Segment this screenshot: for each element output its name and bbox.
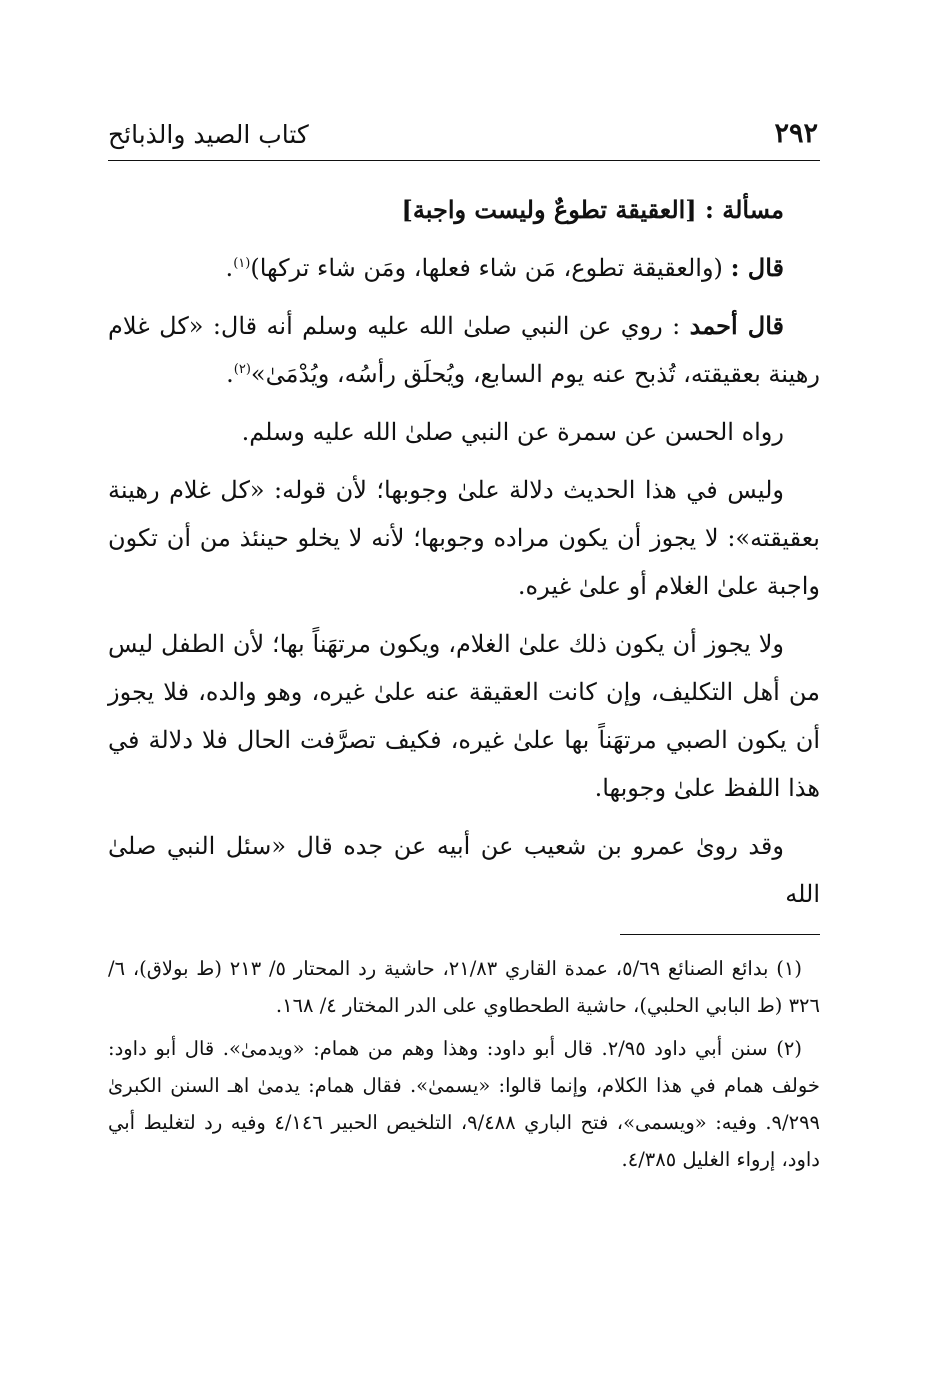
footnotes	[108, 950, 820, 1184]
header-rule	[108, 160, 820, 161]
footnote-rule	[620, 934, 820, 935]
footnote-ref-2[interactable]: (٢)	[233, 362, 251, 377]
paragraph: وقد روىٰ عمرو بن شعيب عن أبيه عن جده قال «سئل النبي صلىٰ الله	[108, 832, 820, 908]
running-title: كتاب الصيد والذبائح	[108, 120, 309, 149]
paragraph: رواه الحسن عن سمرة عن النبي صلىٰ الله عليه وسلم.	[241, 418, 784, 446]
page-header	[108, 118, 818, 158]
qala-label: قال :	[730, 253, 784, 282]
paragraph: ولا يجوز أن يكون ذلك علىٰ الغلام، ويكون مرتهَناً بها؛ لأن الطفل ليس من أهل التكليف، وإن كانت العقيقة عنه علىٰ غيره، وهو والده، فلا يجوز أن يكون الصبي مرتهَناً بها علىٰ غيره، فكيف تصرَّفت الحال فلا دلالة في هذا اللفظ علىٰ وجوبها.	[108, 630, 820, 802]
ahmad-text: : روي عن النبي صلىٰ الله عليه وسلم أنه قال: «كل غلام رهينة بعقيقته، تُذبح عنه يوم السابع، ويُحلَق رأسُه، ويُدْمَىٰ»	[108, 312, 820, 388]
ahmad-label: قال أحمد	[689, 311, 784, 340]
main-text	[108, 186, 820, 928]
qala-text: (والعقيقة تطوع، مَن شاء فعلها، ومَن شاء تركها)	[250, 254, 723, 282]
footnote-1: (١) بدائع الصنائع ٥/٦٩، عمدة القاري ٢١/٨٣، حاشية رد المحتار ٥/ ٢١٣ (ط بولاق)، ٦/ ٣٢٦ (ط البابي الحلبي)، حاشية الطحطاوي على الدر المختار ٤/ ١٦٨.	[108, 957, 820, 1017]
masala-label: مسألة :	[705, 195, 784, 224]
masala-title: [العقيقة تطوعٌ وليست واجبة]	[401, 195, 697, 224]
ahmad-end: .	[226, 360, 234, 388]
paragraph: وليس في هذا الحديث دلالة علىٰ وجوبها؛ لأن قوله: «كل غلام رهينة بعقيقته»: لا يجوز أن يكون مراده وجوبها؛ لأنه لا يخلو حينئذ من أن تكون واجبة علىٰ الغلام أو علىٰ غيره.	[108, 476, 820, 600]
qala-paragraph	[108, 244, 820, 292]
ahmad-paragraph	[108, 302, 820, 398]
footnote-2: (٢) سنن أبي داود ٢/٩٥. قال أبو داود: وهذا وهم من همام: «ويدمىٰ». قال أبو داود: خولف همام في هذا الكلام، وإنما قالوا: «يسمىٰ». فقال همام: يدمىٰ اهـ السنن الكبرىٰ ٩/٢٩٩. وفيه: «ويسمى»، فتح الباري ٩/٤٨٨، التلخيص الحبير ٤/١٤٦ وفيه رد لتغليط أبي داود، إرواء الغليل ٤/٣٨٥.	[108, 1037, 821, 1171]
qala-end: .	[225, 254, 234, 282]
footnote-ref-1[interactable]: (١)	[233, 256, 251, 271]
masala-heading	[108, 186, 820, 234]
page-number: ٢٩٢	[774, 118, 818, 149]
